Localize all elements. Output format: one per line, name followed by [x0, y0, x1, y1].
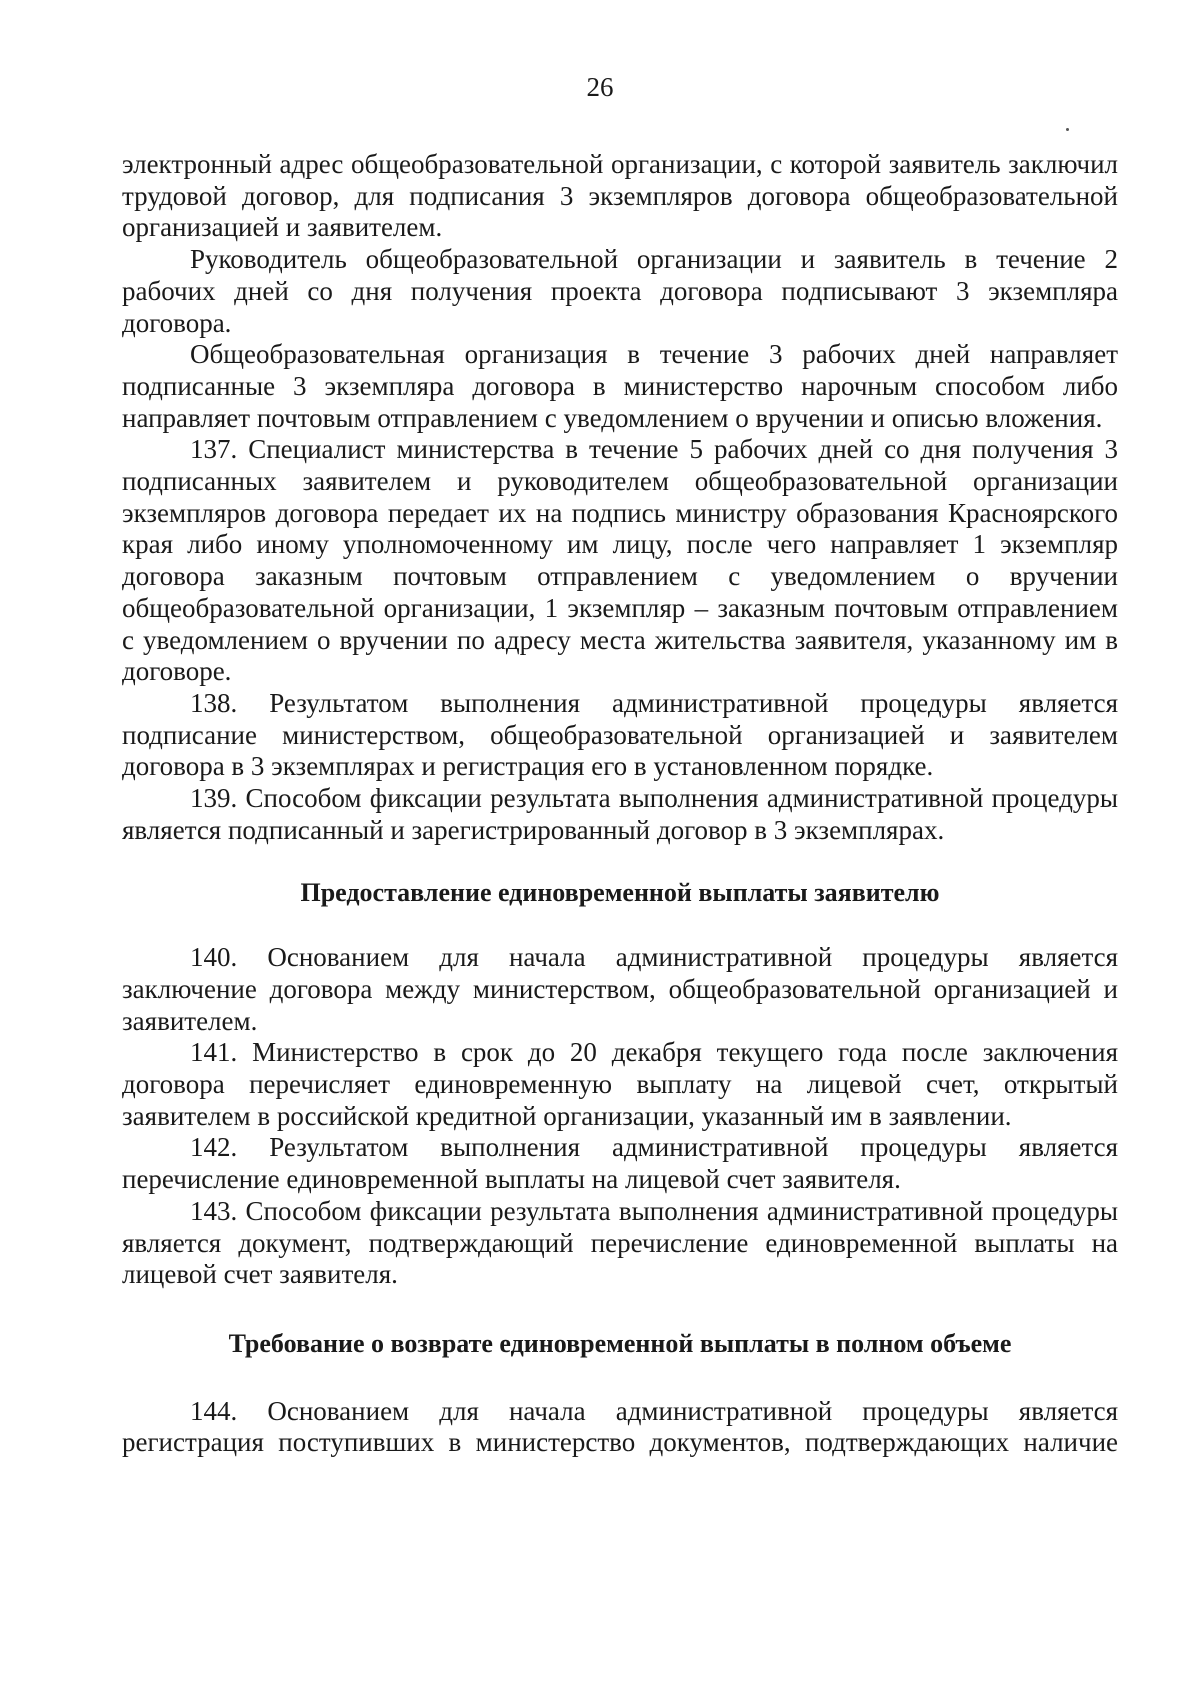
paragraph-continuation: электронный адрес общеобразовательной организации, с которой заявитель заключил трудовой договор, для подписания 3 экземпляров договора общеобразовательной организацией и заявителем. — [122, 149, 1118, 243]
paragraph-143: 143. Способом фиксации результата выполнения административной процедуры является документ, подтверждающий перечисление единовременной выплаты на лицевой счет заявителя. — [122, 1195, 1118, 1290]
paragraph-138: 138. Результатом выполнения административной процедуры является подписание министерством, общеобразовательной организацией и заявителем договора в 3 экземплярах и регистрация его в установленном порядке. — [122, 687, 1118, 782]
document-body — [122, 149, 1118, 1459]
paragraph-sending: Общеобразовательная организация в течение 3 рабочих дней направляет подписанные 3 экземпляра договора в министерство нарочным способом либо направляет почтовым отправлением с уведомлением о вручении и описью вложения. — [122, 339, 1118, 433]
paragraph-144: 144. Основанием для начала административной процедуры является регистрация поступивших в министерство документов, подтверждающих наличие — [122, 1395, 1118, 1458]
section-heading-payment: Предоставление единовременной выплаты заявителю — [300, 878, 940, 908]
section-heading-refund: Требование о возврате единовременной выплаты в полном объеме — [228, 1328, 1012, 1358]
paragraph-137: 137. Специалист министерства в течение 5 рабочих дней со дня получения 3 подписанных заявителем и руководителем общеобразовательной организации экземпляров договора передает их на подпись министру образования Красноярского края либо иному уполномоченному им лицу, после чего направляет 1 экземпляр договора заказным почтовым отправлением с уведомлением о вручении общеобразовательной организации, 1 экземпляр – заказным почтовым отправлением с уведомлением о вручении по адресу места жительства заявителя, указанному им в договоре. — [122, 434, 1118, 687]
paragraph-139: 139. Способом фиксации результата выполнения административной процедуры является подписанный и зарегистрированный договор в 3 экземплярах. — [122, 783, 1118, 845]
page-number: 26 — [586, 72, 614, 102]
scan-speck — [1066, 128, 1069, 131]
paragraph-142: 142. Результатом выполнения административной процедуры является перечисление единовременной выплаты на лицевой счет заявителя. — [122, 1132, 1118, 1195]
paragraph-140: 140. Основанием для начала административной процедуры является заключение договора между министерством, общеобразовательной организацией и заявителем. — [122, 942, 1118, 1036]
paragraph-141: 141. Министерство в срок до 20 декабря текущего года после заключения договора перечисляет единовременную выплату на лицевой счет, открытый заявителем в российской кредитной организации, указанный им в заявлении. — [122, 1037, 1118, 1131]
paragraph-signing: Руководитель общеобразовательной организации и заявитель в течение 2 рабочих дней со дня получения проекта договора подписывают 3 экземпляра договора. — [122, 244, 1118, 338]
